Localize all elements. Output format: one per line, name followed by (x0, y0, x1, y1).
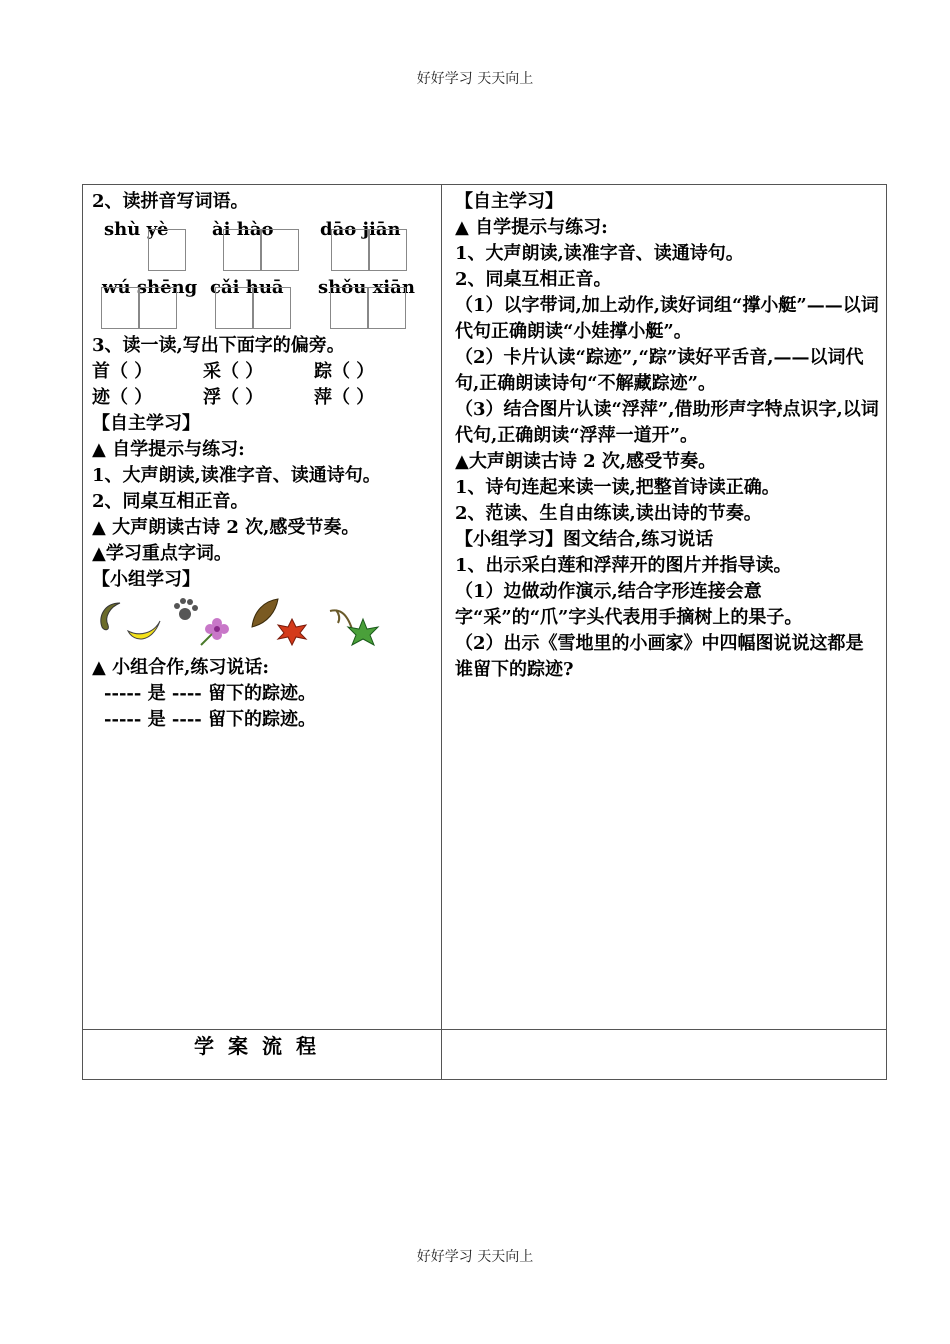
radical-row-2 (92, 385, 433, 411)
pinyin-word: cǎi huā (210, 277, 284, 298)
writing-box (215, 287, 253, 329)
teaching-step-6: 2、范读、生自由练读,读出诗的节奏。 (455, 503, 762, 524)
radical-item: 迹（ ） (92, 387, 153, 408)
pinyin-word: wú shēng (102, 277, 198, 298)
teaching-step-8: （1）边做动作演示,结合字形连接会意字“采”的“爪”字头代表用手摘树上的果子。 (455, 581, 803, 628)
green-leaf-icon (346, 617, 380, 647)
self-study-item-2: 2、同桌互相正音。 (92, 491, 249, 512)
writing-box (223, 229, 261, 271)
pinyin-row-2 (92, 275, 433, 327)
teaching-step-4: ▲大声朗读古诗 2 次,感受节奏。 (455, 451, 717, 472)
pinyin-word: shù yè (104, 219, 169, 240)
right-column-cell (442, 185, 887, 1030)
self-study-item-1: 1、大声朗读,读准字音、读通诗句。 (455, 243, 744, 264)
teaching-step-5: 1、诗句连起来读一读,把整首诗读正确。 (455, 477, 780, 498)
q2-title: 2、读拼音写词语。 (92, 191, 249, 212)
self-study-hint: ▲ 自学提示与练习: (92, 439, 245, 460)
page-footer: 好好学习 天天向上 (416, 1249, 534, 1265)
radical-item: 浮（ ） (203, 387, 264, 408)
radical-item: 首（ ） (92, 361, 153, 382)
pinyin-word: ài hào (212, 219, 274, 240)
flower-icon (197, 613, 233, 647)
lesson-table (82, 184, 887, 1080)
writing-box (148, 229, 186, 271)
flow-label: 学案流程 (194, 1034, 330, 1058)
radical-item: 踪（ ） (314, 361, 375, 382)
teaching-step-1: （1）以字带词,加上动作,读好词组“撑小艇”——以词代句正确朗读“小娃撑小艇”。 (455, 295, 879, 342)
self-study-heading: 【自主学习】 (455, 191, 563, 212)
red-maple-leaf-icon (276, 617, 308, 647)
self-study-heading: 【自主学习】 (92, 413, 200, 434)
footprint-images (92, 593, 433, 655)
fill-blank-line-2: ----- 是 ---- 留下的踪迹。 (104, 709, 317, 730)
fill-blank-line-1: ----- 是 ---- 留下的踪迹。 (104, 683, 317, 704)
moon-footprint-icon (126, 615, 162, 645)
radical-item: 萍（ ） (314, 387, 375, 408)
pinyin-word: dāo jiān (320, 219, 401, 240)
teaching-step-3: （3）结合图片认读“浮萍”,借助形声字特点识字,以词代句,正确朗读“浮萍一道开”。 (455, 399, 879, 446)
writing-box (331, 229, 369, 271)
page-header: 好好学习 天天向上 (416, 71, 534, 87)
radical-row-1 (92, 359, 433, 385)
radical-item: 采（ ） (203, 361, 264, 382)
pinyin-word: shǒu xiān (318, 277, 415, 298)
flow-label-cell (83, 1030, 442, 1080)
teaching-step-2: （2）卡片认读“踪迹”,“踪”读好平舌音,——以词代句,正确朗读诗句“不解藏踪迹”。 (455, 347, 864, 394)
group-task: ▲ 小组合作,练习说话: (92, 657, 270, 678)
group-study-heading: 【小组学习】图文结合,练习说话 (455, 529, 714, 550)
self-study-item-1: 1、大声朗读,读准字音、读通诗句。 (92, 465, 381, 486)
self-study-item-4: ▲学习重点字词。 (92, 543, 232, 564)
group-study-heading: 【小组学习】 (92, 569, 200, 590)
left-column-cell (83, 185, 442, 1030)
q3-title: 3、读一读,写出下面字的偏旁。 (92, 335, 345, 356)
writing-box (101, 287, 139, 329)
teaching-step-7: 1、出示采白莲和浮萍开的图片并指导读。 (455, 555, 792, 576)
empty-cell (442, 1030, 887, 1080)
writing-box (368, 287, 406, 329)
pinyin-row-1 (92, 217, 433, 269)
self-study-item-3: ▲ 大声朗读古诗 2 次,感受节奏。 (92, 517, 360, 538)
self-study-item-2: 2、同桌互相正音。 (455, 269, 612, 290)
teaching-step-9: （2）出示《雪地里的小画家》中四幅图说说这都是谁留下的踪迹? (455, 633, 864, 680)
writing-box (330, 287, 368, 329)
crescent-footprint-icon (94, 599, 128, 633)
paw-print-icon (172, 597, 198, 623)
writing-box (253, 287, 291, 329)
writing-box (139, 287, 177, 329)
writing-box (369, 229, 407, 271)
self-study-hint: ▲ 自学提示与练习: (455, 217, 608, 238)
writing-box (261, 229, 299, 271)
